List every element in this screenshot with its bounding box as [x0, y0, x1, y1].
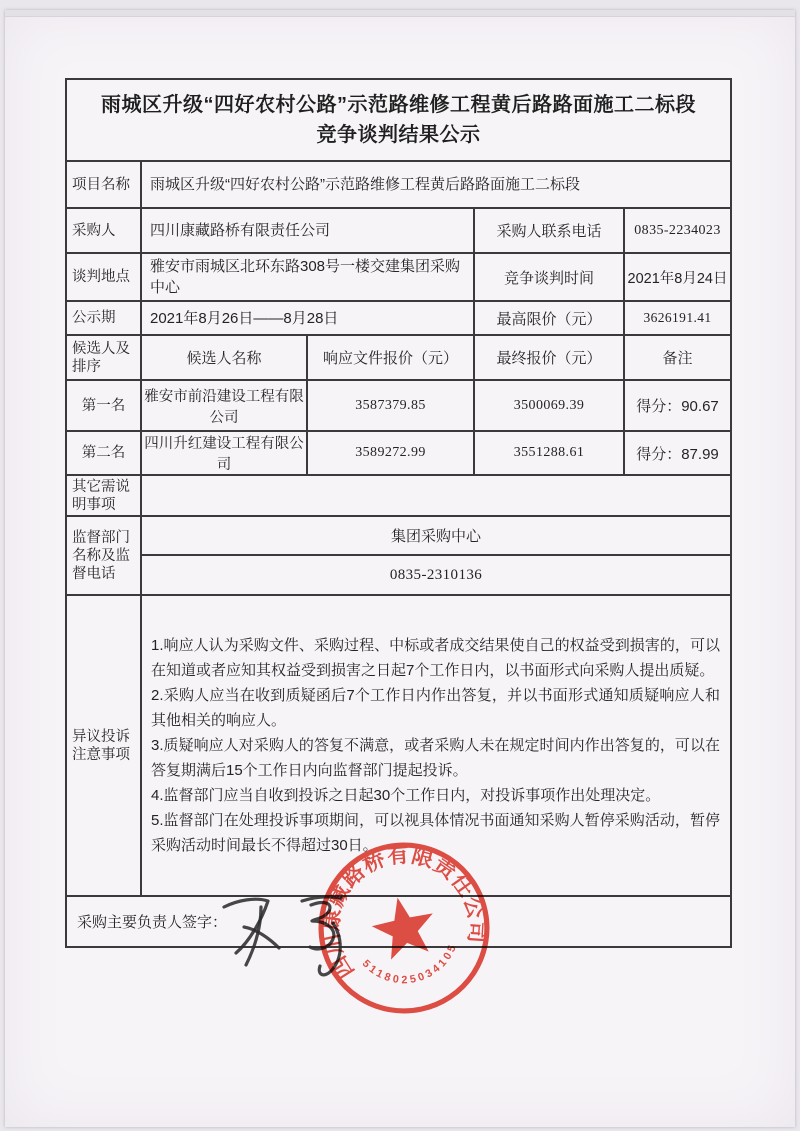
candidate-1-rank: 第一名 [81, 397, 126, 414]
candidate-1-name: 雅安市前沿建设工程有限公司 [140, 381, 306, 430]
objection-item-3: 3.质疑响应人对采购人的答复不满意，或者采购人未在规定时间内作出答复的，可以在答复期满后15个工作日内向监督部门提起投诉。 [151, 737, 720, 779]
announcement-table [65, 78, 732, 948]
objection-item-4: 4.监督部门应当自收到投诉之日起30个工作日内，对投诉事项作出处理决定。 [151, 787, 661, 804]
svg-text:5118025034105 [358, 939, 465, 996]
negotiation-label: 谈判地点 [72, 269, 130, 285]
title-row [67, 80, 730, 160]
stamp-serial-number: 5118025034105 [359, 941, 460, 987]
purchaser-row [67, 207, 730, 252]
candidate-2-name: 四川升红建设工程有限公司 [140, 432, 306, 474]
other-notes-label: 其它需说明事项 [72, 478, 130, 513]
candidates-header-row [67, 334, 730, 379]
objection-item-2: 2.采购人应当在收到质疑函后7个工作日内作出答复，并以书面形式通知质疑响应人和其他相关的响应人。 [151, 687, 720, 729]
negotiation-value: 雅安市雨城区北环东路308号一楼交建集团采购中心 [140, 254, 473, 300]
purchaser-contact-label: 采购人联系电话 [473, 209, 623, 252]
max-price-label: 最高限价（元） [473, 302, 623, 334]
purchaser-value: 四川康藏路桥有限责任公司 [140, 209, 473, 252]
project-row [67, 160, 730, 207]
publicity-value: 2021年8月26日——8月28日 [140, 302, 473, 334]
supervision-label: 监督部门名称及监督电话 [72, 529, 130, 582]
candidate-1-note: 得分：90.67 [623, 381, 730, 430]
stamp-star-icon [367, 891, 440, 962]
negotiation-time-label: 竞争谈判时间 [473, 254, 623, 300]
candidate-1-final-price: 3500069.39 [473, 381, 623, 430]
candidate-row-1 [67, 379, 730, 430]
publicity-label: 公示期 [72, 310, 116, 326]
doc-price-header: 响应文件报价（元） [306, 336, 473, 379]
supervision-row [67, 515, 730, 594]
document-title [67, 80, 730, 160]
other-notes-value [140, 476, 730, 515]
publicity-row [67, 300, 730, 334]
scan-edge [5, 10, 795, 17]
rank-header: 候选人及排序 [72, 340, 130, 375]
other-notes-row [67, 474, 730, 515]
purchaser-label: 采购人 [72, 222, 116, 239]
stamp-company-text: 四川康藏路桥有限责任公司 [317, 841, 491, 984]
candidate-2-doc-price: 3589272.99 [306, 432, 473, 474]
negotiation-time-value: 2021年8月24日 [623, 254, 730, 300]
max-price-value: 3626191.41 [623, 302, 730, 334]
candidate-row-2 [67, 430, 730, 474]
project-label: 项目名称 [72, 176, 130, 193]
objection-item-1: 1.响应人认为采购文件、采购过程、中标或者成交结果使自己的权益受到损害的，可以在知道或者应知其权益受到损害之日起7个工作日内，以书面形式向采购人提出质疑。 [151, 637, 720, 679]
note-header: 备注 [623, 336, 730, 379]
candidate-2-note: 得分：87.99 [623, 432, 730, 474]
candidate-2-final-price: 3551288.61 [473, 432, 623, 474]
project-value: 雨城区升级“四好农村公路”示范路维修工程黄后路路面施工二标段 [140, 162, 730, 207]
supervision-phone: 0835-2310136 [142, 554, 730, 594]
purchaser-contact-value: 0835-2234023 [623, 209, 730, 252]
candidate-1-doc-price: 3587379.85 [306, 381, 473, 430]
supervision-department: 集团采购中心 [390, 528, 481, 545]
negotiation-row [67, 252, 730, 300]
title-line-2: 竞争谈判结果公示 [316, 124, 481, 146]
final-price-header: 最终报价（元） [473, 336, 623, 379]
supervision-values [140, 517, 730, 594]
objection-item-5: 5.监督部门在处理投诉事项期间，可以视具体情况书面通知采购人暂停采购活动，暂停采购活动时间最长不得超过30日。 [151, 812, 720, 854]
company-stamp [291, 815, 516, 1040]
objection-label: 异议投诉注意事项 [72, 728, 130, 763]
name-header: 候选人名称 [140, 336, 306, 379]
candidate-2-rank: 第二名 [81, 445, 126, 461]
signature-label: 采购主要负责人签字： [77, 914, 228, 931]
scanned-page [5, 10, 795, 1127]
title-line-1: 雨城区升级“四好农村公路”示范路维修工程黄后路路面施工二标段 [101, 94, 696, 116]
